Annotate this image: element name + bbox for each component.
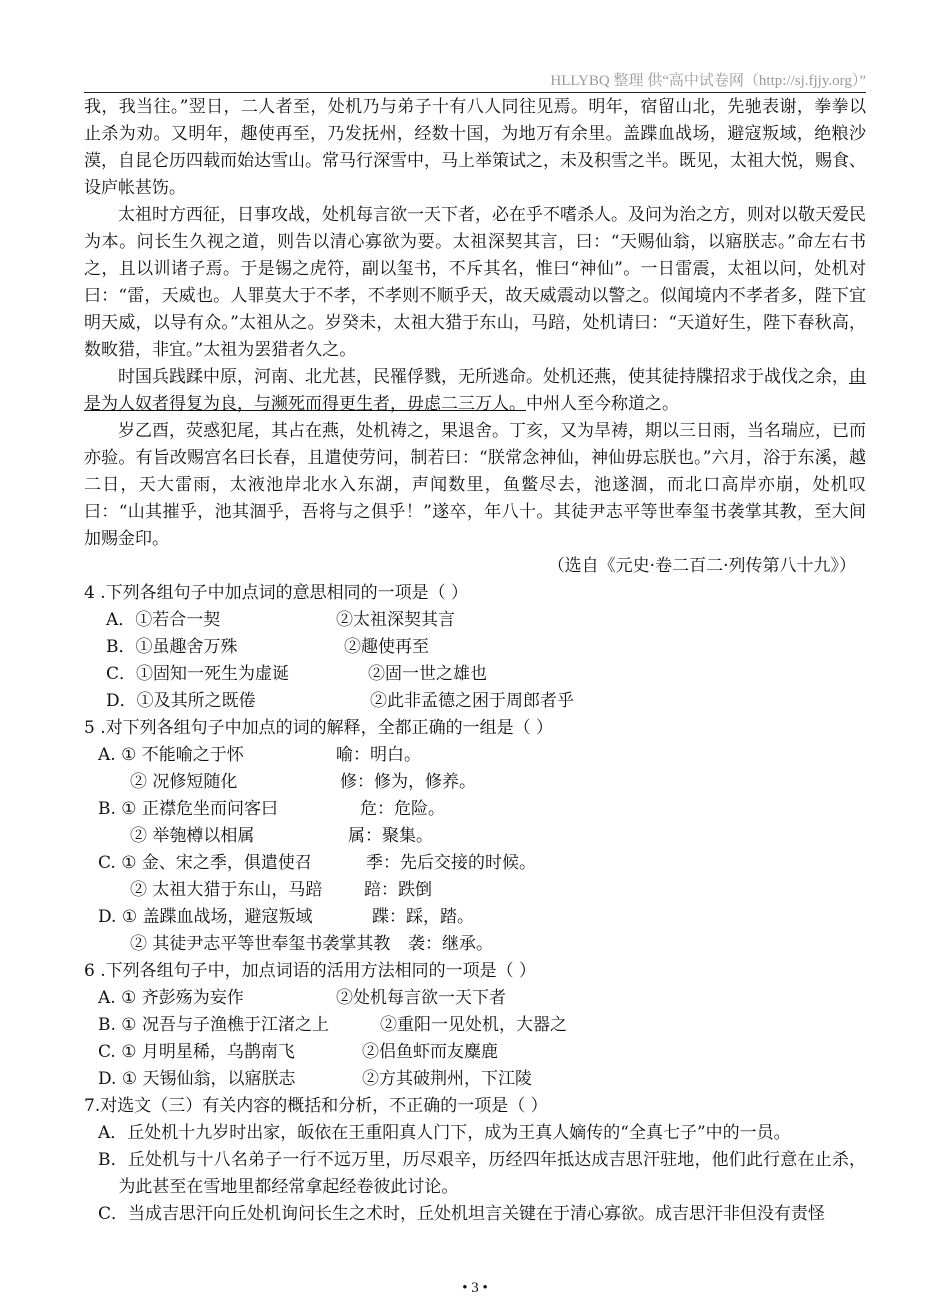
q5-option-c2: ② 太祖大猎于东山，马踣 踣：跌倒 xyxy=(130,880,432,900)
question-7-stem: 7.对选文（三）有关内容的概括和分析，不正确的一项是（ ） xyxy=(84,1096,548,1116)
page-header: HLLYBQ 整理 供“高中试卷网（http://sj.fjjy.org）” xyxy=(84,69,866,93)
q5-option-a1: A. ① 不能喻之于怀 喻：明白。 xyxy=(98,745,421,765)
q5-option-d1: D. ① 盖蹀血战场，避寇叛域 蹀：踩，踏。 xyxy=(98,907,474,927)
q5-option-a2: ② 况修短随化 修：修为，修养。 xyxy=(130,772,476,792)
q4-option-c: C．①固知一死生为虚诞 ②固一世之雄也 xyxy=(106,664,487,684)
q4-option-b: B．①虽趣舍万殊 ②趣使再至 xyxy=(106,637,429,657)
q6-option-a: A. ① 齐彭殇为妄作 ②处机每言欲一天下者 xyxy=(98,988,506,1008)
q5-option-b2: ② 举匏樽以相属 属：聚集。 xyxy=(130,826,433,846)
question-5-stem: 5 .对下列各组句子中加点的词的解释，全都正确的一组是（ ） xyxy=(84,718,554,738)
page-number: • 3 • xyxy=(462,1280,488,1296)
passage-p3-text: 时国兵践蹂中原，河南、北尤甚，民罹俘戮，无所逃命。处机还燕，使其徒持牒招求于战伐之余， xyxy=(118,367,849,387)
q5-option-b1: B. ① 正襟危坐而问客曰 危：危险。 xyxy=(98,799,445,819)
source-citation: （选自《元史·卷二百二·列传第八十九》） xyxy=(547,556,856,576)
q6-option-d: D. ① 天锡仙翁，以寤朕志 ②方其破荆州，下江陵 xyxy=(98,1069,532,1089)
q7-option-b: B．丘处机与十八名弟子一行不远万里，历尽艰辛，历经四年抵达成吉思汗驻地，他们此行意在止杀，为此甚至在雪地里都经常拿起经卷彼此讨论。 xyxy=(98,1150,866,1197)
passage-paragraph-4: 岁乙酉，荧惑犯尾，其占在燕，处机祷之，果退舍。丁亥，又为旱祷，期以三日雨，当名瑞应，已而亦验。有旨改赐宫名曰长春，且遣使劳问，制若曰：“朕常念神仙，神仙毋忘朕也。”六月，浴于东溪，越二日，天大雷雨，太液池岸北水入东湖，声闻数里，鱼鳖尽去，池遂涸，而北口高岸亦崩，处机叹曰：“山其摧乎，池其涸乎，吾将与之俱乎！”遂卒，年八十。其徒尹志平等世奉玺书袭掌其教，至大间加赐金印。 xyxy=(84,421,866,549)
question-4-stem: 4 .下列各组句子中加点词的意思相同的一项是（ ） xyxy=(84,583,469,603)
passage-paragraph-1: 我，我当往。”翌日，二人者至，处机乃与弟子十有八人同往见焉。明年，宿留山北，先驰表谢，拳拳以止杀为劝。又明年，趣使再至，乃发抚州，经数十国，为地万有余里。盖蹀血战场，避寇叛域，绝粮沙漠，自昆仑历四载而始达雪山。常马行深雪中，马上举策试之，未及积雪之半。既见，太祖大悦，赐食、设庐帐甚饬。 xyxy=(84,97,866,198)
document-body xyxy=(84,94,866,1228)
q4-option-a: A．①若合一契 ②太祖深契其言 xyxy=(106,610,455,630)
q7-option-a: A．丘处机十九岁时出家，皈依在王重阳真人门下，成为王真人嫡传的“全真七子”中的一员。 xyxy=(98,1123,791,1143)
passage-p3-end: 中州人至今称道之。 xyxy=(526,394,679,414)
passage-paragraph-3 xyxy=(84,364,866,418)
q5-option-c1: C. ① 金、宋之季，俱遣使召 季：先后交接的时候。 xyxy=(98,853,536,873)
underlined-sentence: 由是为人奴者得复为良，与濒死而得更生者，毋虑二三万人。 xyxy=(84,367,866,414)
q5-option-d2: ② 其徒尹志平等世奉玺书袭掌其教 袭：继承。 xyxy=(130,934,493,954)
q6-option-c: C. ① 月明星稀，乌鹊南飞 ②侣鱼虾而友麋鹿 xyxy=(98,1042,498,1062)
question-6-stem: 6 .下列各组句子中，加点词语的活用方法相同的一项是（ ） xyxy=(84,961,537,981)
passage-paragraph-2: 太祖时方西征，日事攻战，处机每言欲一天下者，必在乎不嗜杀人。及问为治之方，则对以敬天爱民为本。问长生久视之道，则告以清心寡欲为要。太祖深契其言，曰：“天赐仙翁，以寤朕志。”命左右书之，且以训诸子焉。于是锡之虎符，副以玺书，不斥其名，惟曰“神仙”。一日雷震，太祖以问，处机对曰：“雷，天威也。人罪莫大于不孝，不孝则不顺乎天，故天威震动以警之。似闻境内不孝者多，陛下宜明天威，以导有众。”太祖从之。岁癸未，太祖大猎于东山，马踣，处机请曰：“天道好生，陛下春秋高，数畋猎，非宜。”太祖为罢猎者久之。 xyxy=(84,205,866,360)
q7-option-c: C．当成吉思汗向丘处机询问长生之术时，丘处机坦言关键在于清心寡欲。成吉思汗非但没有责怪 xyxy=(98,1204,826,1224)
q6-option-b: B. ① 况吾与子渔樵于江渚之上 ②重阳一见处机，大器之 xyxy=(98,1015,567,1035)
q4-option-d: D．①及其所之既倦 ②此非孟德之困于周郎者乎 xyxy=(106,691,574,711)
